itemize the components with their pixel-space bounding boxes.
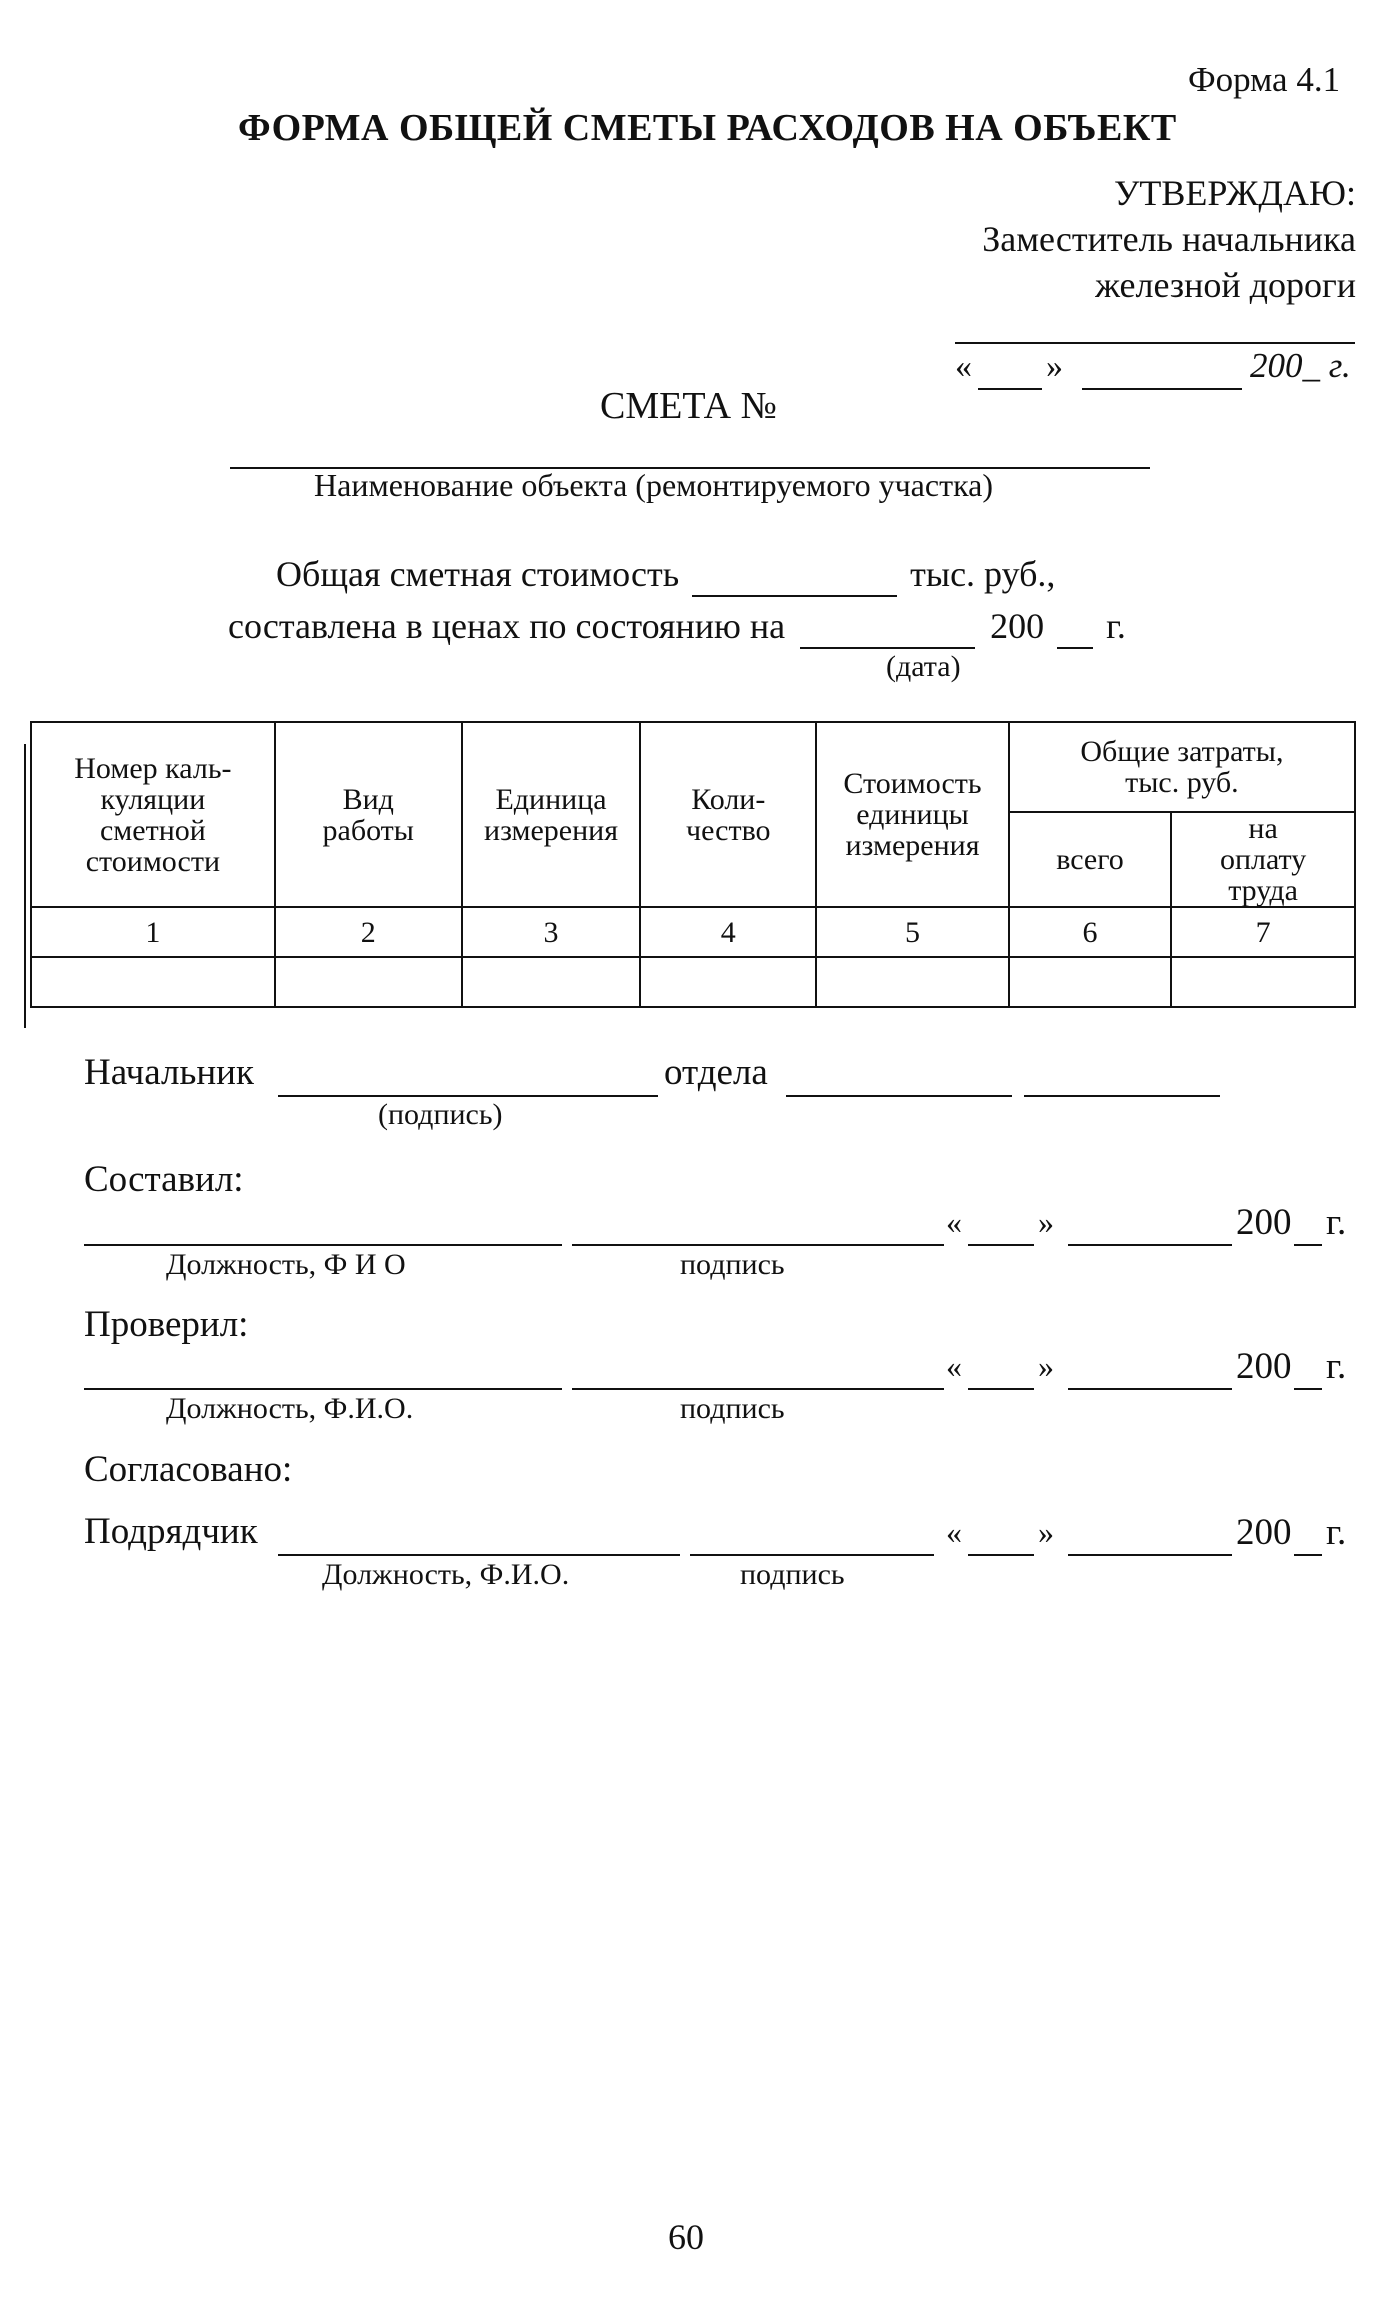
table-cell[interactable] (1171, 957, 1355, 1007)
checked-label: Проверил: (84, 1304, 249, 1345)
col-number: 7 (1171, 907, 1355, 957)
table-cell[interactable] (640, 957, 816, 1007)
contractor-signature-line (690, 1554, 934, 1556)
approval-date-open: « (955, 348, 972, 385)
col-header-total-costs: Общие затраты, тыс. руб. (1009, 722, 1355, 812)
price-date-line (228, 605, 1126, 649)
checked-year-blank (1294, 1388, 1322, 1390)
table-cell[interactable] (816, 957, 1009, 1007)
col-header-total: всего (1009, 812, 1171, 907)
contractor-month-line (1068, 1554, 1232, 1556)
contractor-label: Подрядчик (84, 1511, 258, 1552)
price-year-suffix: г. (1106, 606, 1126, 646)
price-date-blank (800, 605, 975, 649)
table-cell[interactable] (31, 957, 275, 1007)
approval-year: 200_ г. (1250, 346, 1351, 385)
department-name-line (786, 1095, 1012, 1097)
col-number: 4 (640, 907, 816, 957)
form-number: Форма 4.1 (1188, 60, 1341, 99)
checked-position-line (84, 1388, 562, 1390)
col-number: 5 (816, 907, 1009, 957)
estimate-table (30, 721, 1356, 1008)
col-header-quantity: Коли- чество (640, 722, 816, 907)
approval-signature-line (955, 342, 1355, 344)
compiled-month-line (1068, 1244, 1232, 1246)
department-extra-line (1024, 1095, 1220, 1097)
date-caption: (дата) (886, 650, 961, 683)
chief-signature-line (278, 1095, 658, 1097)
approval-date-close: » (1046, 348, 1063, 385)
contractor-year: 200 (1236, 1512, 1292, 1553)
compiled-position-line (84, 1244, 562, 1246)
page-number: 60 (668, 2217, 704, 2257)
checked-date-close: » (1038, 1348, 1054, 1384)
agreed-label: Согласовано: (84, 1449, 293, 1490)
contractor-signature-caption: подпись (740, 1558, 845, 1591)
checked-position-caption: Должность, Ф.И.О. (166, 1392, 414, 1425)
price-year-blank (1057, 605, 1093, 649)
checked-year: 200 (1236, 1346, 1292, 1387)
object-name-caption: Наименование объекта (ремонтируемого участка) (314, 467, 993, 503)
table-cell[interactable] (275, 957, 462, 1007)
col-number: 1 (31, 907, 275, 957)
estimate-title: СМЕТА № (600, 385, 777, 427)
compiled-year-blank (1294, 1244, 1322, 1246)
col-header-unit: Единица измерения (462, 722, 641, 907)
compiled-year: 200 (1236, 1202, 1292, 1243)
price-date-label: составлена в ценах по состоянию на (228, 606, 786, 646)
total-cost-unit: тыс. руб., (910, 554, 1056, 594)
contractor-position-caption: Должность, Ф.И.О. (322, 1558, 570, 1591)
contractor-year-suffix: г. (1326, 1512, 1347, 1553)
contractor-position-line (278, 1554, 680, 1556)
col-number: 2 (275, 907, 462, 957)
checked-signature-line (572, 1388, 944, 1390)
approval-heading: УТВЕРЖДАЮ: (1113, 173, 1356, 213)
total-cost-label: Общая сметная стоимость (276, 554, 680, 594)
col-number: 3 (462, 907, 641, 957)
compiled-label: Составил: (84, 1159, 244, 1200)
compiled-date-close: » (1038, 1204, 1054, 1240)
checked-signature-caption: подпись (680, 1392, 785, 1425)
compiled-signature-caption: подпись (680, 1248, 785, 1281)
approval-block (982, 170, 1356, 308)
checked-day-line (968, 1388, 1034, 1390)
compiled-date-open: « (946, 1204, 962, 1240)
col-header-unit-cost: Стоимость единицы измерения (816, 722, 1009, 907)
compiled-day-line (968, 1244, 1034, 1246)
contractor-date-open: « (946, 1514, 962, 1550)
checked-month-line (1068, 1388, 1232, 1390)
chief-signature-caption: (подпись) (378, 1098, 503, 1131)
col-header-work-type: Вид работы (275, 722, 462, 907)
contractor-year-blank (1294, 1554, 1322, 1556)
checked-date-open: « (946, 1348, 962, 1384)
contractor-day-line (968, 1554, 1034, 1556)
col-header-labor: на оплату труда (1171, 812, 1355, 907)
contractor-date-close: » (1038, 1514, 1054, 1550)
approval-month-line (1082, 388, 1242, 390)
department-label: отдела (664, 1052, 768, 1093)
table-cell[interactable] (1009, 957, 1171, 1007)
price-year: 200 (990, 606, 1045, 646)
compiled-year-suffix: г. (1326, 1202, 1347, 1243)
approval-day-line (978, 388, 1042, 390)
table-cell[interactable] (462, 957, 641, 1007)
approval-position-line1: Заместитель начальника (982, 219, 1356, 259)
table-row (31, 957, 1355, 1007)
checked-year-suffix: г. (1326, 1346, 1347, 1387)
approval-position-line2: железной дороги (1095, 265, 1356, 305)
col-header-calc-number: Номер каль- куляции сметной стоимости (31, 722, 275, 907)
total-cost-blank (692, 553, 897, 597)
chief-label: Начальник (84, 1052, 254, 1093)
compiled-position-caption: Должность, Ф И О (166, 1248, 406, 1281)
total-cost-line (276, 553, 1055, 597)
col-number: 6 (1009, 907, 1171, 957)
document-title: ФОРМА ОБЩЕЙ СМЕТЫ РАСХОДОВ НА ОБЪЕКТ (238, 107, 1177, 149)
compiled-signature-line (572, 1244, 944, 1246)
